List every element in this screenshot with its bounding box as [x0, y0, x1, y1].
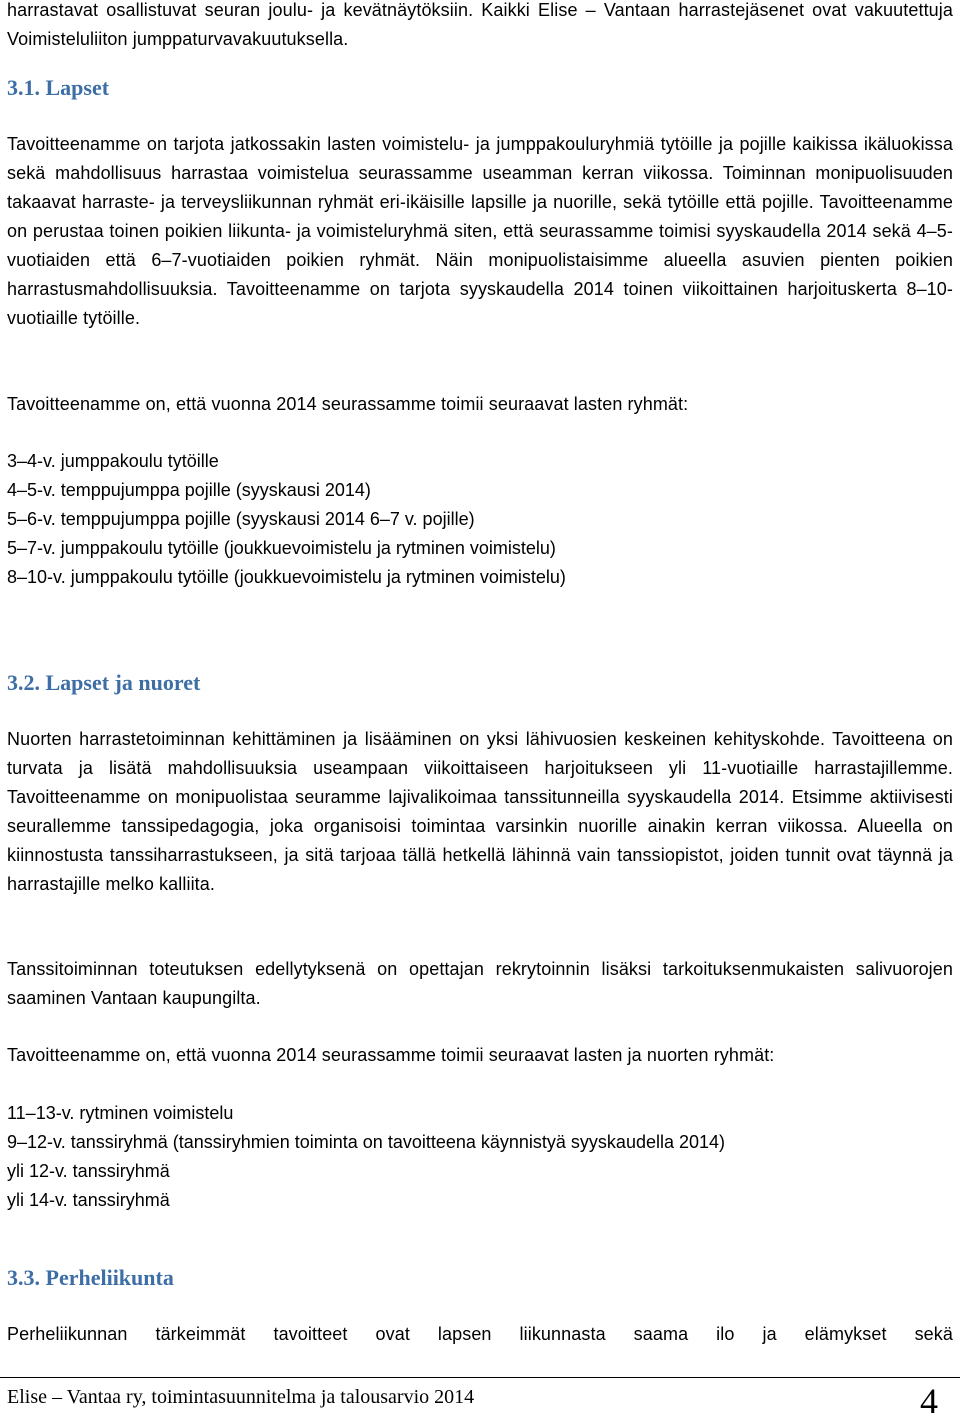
list-item: 8–10-v. jumppakoulu tytöille (joukkuevoimistelu ja rytminen voimistelu) [7, 567, 566, 587]
list-item: yli 14-v. tanssiryhmä [7, 1190, 170, 1210]
list-item: 3–4-v. jumppakoulu tytöille [7, 451, 219, 471]
youth-groups-list [7, 1099, 953, 1215]
list-item: 5–6-v. temppujumppa pojille (syyskausi 2014 6–7 v. pojille) [7, 509, 475, 529]
children-groups-list [7, 447, 953, 592]
intro-paragraph: harrastavat osallistuvat seuran joulu- ja kevätnäytöksiin. Kaikki Elise – Vantaan harrastejäsenet ovat vakuutettuja Voimisteluliiton jumppaturvavakuutuksella. [7, 0, 953, 49]
paragraph-dance-requirements: Tanssitoiminnan toteutuksen edellytyksenä on opettajan rekrytoinnin lisäksi tarkoituksenmukaisten salivuorojen saaminen Vantaan kaupungilta. [7, 959, 953, 1008]
paragraph-children-goals: Tavoitteenamme on tarjota jatkossakin lasten voimistelu- ja jumppakouluryhmiä tytöille ja pojille kaikissa ikäluokissa sekä mahdollisuus harrastaa voimistelua seurassamme useamman kerran viikossa. Toiminnan monipuolisuuden takaavat harraste- ja terveysliikunnan ryhmät eri-ikäisille lapsille ja nuorille, sekä tytöille että pojille. Tavoitteenamme on perustaa toinen poikien liikunta- ja voimisteluryhmä siten, että seurassamme toimisi syyskaudella 2014 sekä 4–5-vuotiaiden että 6–7-vuotiaiden poikien ryhmät. Näin monipuolistaisimme alueella asuvien pienten poikien harrastusmahdollisuuksia. Tavoitteenamme on tarjota syyskaudella 2014 toinen viikoittainen harjoituskerta 8–10-vuotiaille tytöille. [7, 134, 953, 328]
heading-3-1-lapset: 3.1. Lapset [7, 75, 110, 100]
footer-divider [0, 1377, 960, 1378]
heading-3-2-lapset-ja-nuoret: 3.2. Lapset ja nuoret [7, 670, 201, 695]
list-item: 9–12-v. tanssiryhmä (tanssiryhmien toiminta on tavoitteena käynnistyä syyskaudella 2014) [7, 1132, 726, 1152]
list-item: 4–5-v. temppujumppa pojille (syyskausi 2014) [7, 480, 371, 500]
footer-title: Elise – Vantaa ry, toimintasuunnitelma ja talousarvio 2014 [7, 1386, 475, 1408]
heading-3-3-perheliikunta: 3.3. Perheliikunta [7, 1265, 174, 1290]
paragraph-youth-development: Nuorten harrastetoiminnan kehittäminen ja lisääminen on yksi lähivuosien keskeinen kehityskohde. Tavoitteena on turvata ja lisätä mahdollisuuksia useampaan viikoittaiseen harjoitukseen yli 11-vuotiaille harrastajillemme. Tavoitteenamme on monipuolistaa seuramme lajivalikoimaa tanssitunneilla syyskaudella 2014. Etsimme aktiivisesti seurallemme tanssipedagogia, joka organisoisi toimintaa varsinkin nuorille ainakin kerran viikossa. Alueella on kiinnostusta tanssiharrastukseen, ja sitä tarjoaa tällä hetkellä lähinnä vain tanssiopistot, joiden tunnit ovat täynnä ja harrastajille melko kalliita. [7, 729, 953, 894]
list-item: yli 12-v. tanssiryhmä [7, 1161, 170, 1181]
list-item: 11–13-v. rytminen voimistelu [7, 1103, 234, 1123]
paragraph-children-groups-intro: Tavoitteenamme on, että vuonna 2014 seurassamme toimii seuraavat lasten ryhmät: [7, 394, 689, 414]
list-item: 5–7-v. jumppakoulu tytöille (joukkuevoimistelu ja rytminen voimistelu) [7, 538, 556, 558]
page-number: 4 [920, 1381, 938, 1421]
paragraph-family-exercise: Perheliikunnan tärkeimmät tavoitteet ovat lapsen liikunnasta saama ilo ja elämykset sekä [7, 1324, 953, 1344]
paragraph-youth-groups-intro: Tavoitteenamme on, että vuonna 2014 seurassamme toimii seuraavat lasten ja nuorten ryhmät: [7, 1045, 775, 1065]
